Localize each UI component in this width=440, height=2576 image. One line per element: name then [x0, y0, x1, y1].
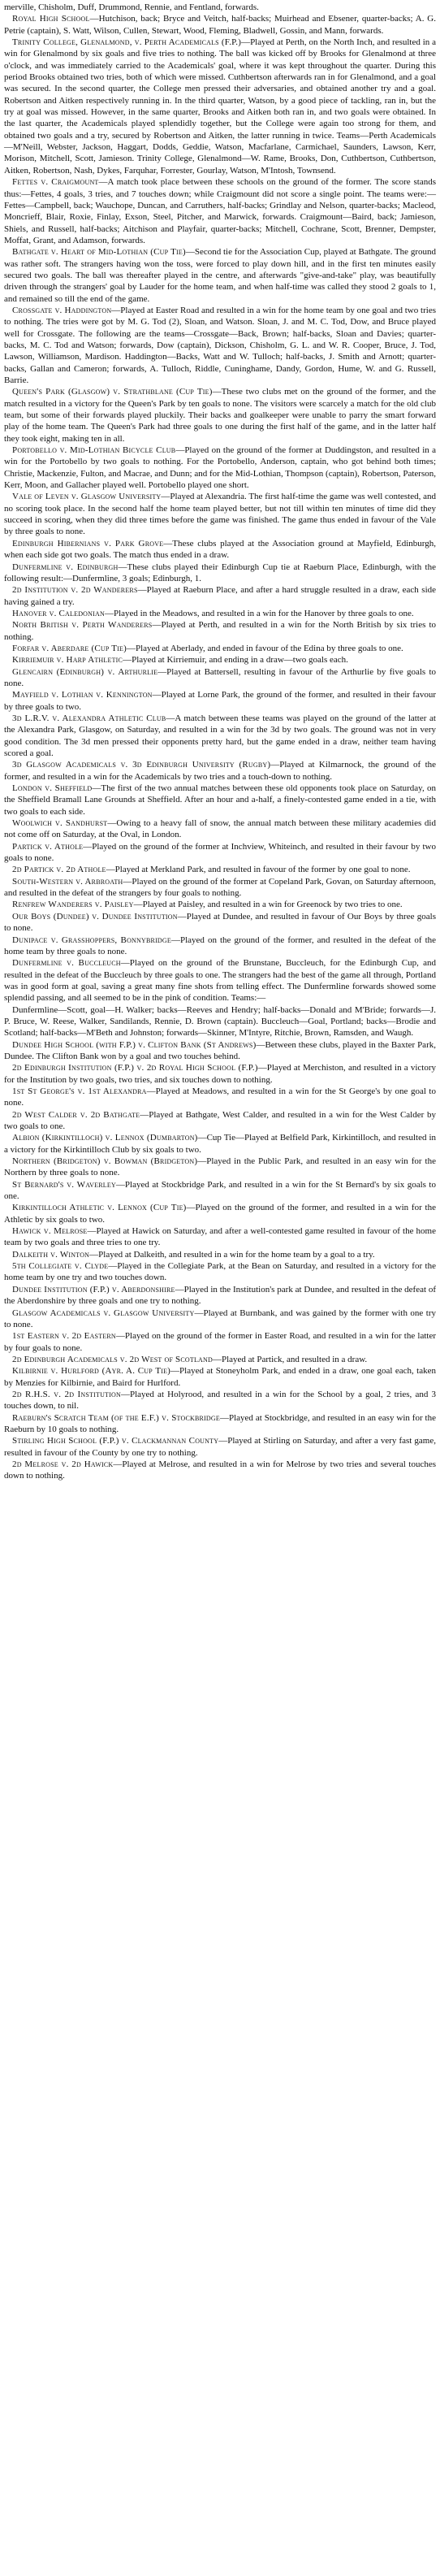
match-report — [4, 1039, 436, 1063]
match-report — [4, 911, 436, 935]
report-text: —Played at Lorne Park, the ground of the former, and resulted in their favour by three goals to two. — [4, 690, 436, 712]
report-text: —Played at Merchiston, and resulted in a victory for the Institution by two goals, two tries, and six touches down to nothing. — [4, 1063, 437, 1085]
report-text: —Played on the ground of the Brunstane, Buccleuch, for the Edinburgh Cup, and resulted in the defeat of the Buccleuch by three goals to one. The strangers had the best of the game all through, Portland was in good form at goal, saving a great many fine shots from telling effect. The Dunfermline forwards showed some splendid passing, and all seemed to be in the pink of condition. Teams:— — [4, 958, 437, 1004]
match-report — [4, 935, 436, 958]
report-heading: Crossgate v. Haddington — [12, 305, 112, 315]
report-text: —Played at Alexandria. The first half-time the game was well contested, and no scoring took place. In the second half the home team played better, but not till within ten minutes of time did they succeed in scoring, when they did three times before the game was finished. The game thus ended in favour of the Vale by three goals to none. — [4, 492, 436, 537]
report-heading: Dundee Institution (F.P.) v. Aberdonshire — [12, 1284, 175, 1295]
report-text: —Played on the ground of the former, and resulted in the defeat of the home team by three goals to none. — [4, 935, 437, 956]
report-text: —Played on the ground of the former at Copeland Park, Govan, on Saturday afternoon, and resulted in the defeat of the strangers by four goals to nothing. — [4, 876, 437, 899]
match-report — [4, 1225, 436, 1249]
report-heading: Bathgate v. Heart of Mid-Lothian (Cup Tie) — [12, 247, 186, 258]
match-report — [4, 1308, 436, 1331]
report-heading: Queen's Park (Glasgow) v. Strathblane (Cup Tie) — [12, 387, 213, 397]
match-report — [4, 666, 436, 690]
match-report — [4, 1086, 436, 1109]
match-report — [4, 654, 436, 666]
match-report-continued — [4, 2, 436, 13]
match-report — [4, 1156, 436, 1179]
report-heading: 2d Melrose v. 2d Hawick — [12, 1459, 114, 1469]
report-heading: Forfar v. Aberdare (Cup Tie) — [12, 643, 127, 653]
report-heading: Glasgow Academicals v. Glasgow University — [12, 1308, 195, 1318]
match-report — [4, 1412, 436, 1436]
report-heading: Dunfermline v. Edinburgh — [12, 562, 119, 572]
report-text: —Played at Bathgate, West Calder, and resulted in a win for the West Calder by two goals to one. — [4, 1109, 437, 1131]
report-heading: Renfrew Wanderers v. Paisley — [12, 900, 134, 910]
report-text: —Played at Perth, on the North Inch, and resulted in a win for Glenalmond by six goals and five tries to nothing. The ball was kicked off by Brooks for Glenalmond at three o'clock, and was immediately carried to the Academicals' goal, where it was kept throughout the quarter. During this period Brooks obtained two tries, both of which were missed. Cuthbertson afterwards ran in for Glenalmond, and a goal was secured. In the second quarter, the College men pressed their adversaries, and obtained another try and a goal. Robertson and Aitken respectively running in. In the third quarter, Watson, by a good piece of tackling, ran in, but the try at goal was missed. However, in the same quarter, Brooks and Aitken both ran in, and two goals were obtained. In the last quarter, the Academicals played splendidly together, but the College were again too strong for them, and obtained two goals and a try, secured by Robertson and Aitken, the latter running in twice. Teams—Perth Academicals—M'Neill, Webster, Jackson, Haggart, Dodds, Geddie, Watson, Macfarlane, Carmichael, Saunders, Lawson, Kerr, Morison, Mitchell, Scott, Jamieson. Trinity College, Glenalmond—W. Rame, Brooks, Don, Cuthbertson, Cuthbertson, Aitken, Robertson, Nash, Dykes, Farquhar, Forrester, Gourlay, Watson, M'Intosh, Townsend. — [4, 37, 437, 176]
match-report — [4, 538, 436, 562]
report-text: —A match between these teams was played on the ground of the latter at the Alexandra Park, Glasgow, on Saturday, and resulted in a win for the 3d by two goals. The ground was not in very good condition. The 3d men pressed their opponents pretty hard, but the game ended in a draw, neither team having scored a goal. — [4, 713, 436, 758]
match-report — [4, 1109, 436, 1133]
match-report — [4, 876, 436, 900]
report-text: —The first of the two annual matches between these old opponents took place on Saturday, on the Sheffield Bramall Lane Grounds at Sheffield. After an hour and a-half, a finely-contested game ended in a tie, with two goals to each side. — [4, 783, 436, 817]
report-heading: Glencairn (Edinburgh) v. Arthurlie — [12, 666, 158, 677]
match-report — [4, 386, 436, 445]
match-report — [4, 37, 436, 176]
report-heading: Mayfield v. Lothian v. Kennington — [12, 690, 153, 700]
report-heading: Vale of Leven v. Glasgow University — [12, 492, 162, 502]
report-text: —These two clubs met on the ground of the former, and the match resulted in a victory for the Queen's Park by ten goals to none. The visitors were scarcely a match for the old club team, but some of their forwards played pluckily. Their backs and goalkeeper were unable to parry the smart forward play of the home team. The Queen's Park had three goals to one during the first half of the game, and in the latter half they took eight, making ten in all. — [4, 387, 436, 444]
report-heading: Dunipace v. Grasshoppers, Bonnybridge — [12, 935, 171, 945]
report-heading: Raeburn's Scratch Team (of the E.F.) v. Stockbridge — [12, 1412, 220, 1423]
report-heading: Portobello v. Mid-Lothian Bicycle Club — [12, 445, 176, 456]
report-heading: Edinburgh Hibernians v. Park Grove — [12, 538, 164, 549]
report-heading: Royal High School — [12, 14, 90, 24]
report-text: —A match took place between these schools on the ground of the former. The score stands thus:—Fettes, 4 goals, 3 tries, and 7 touches down; while Craigmount did not score a single point. The teams were:—Fettes—Campbell, back; Wauchope, Duncan, and Carruthers, half-backs; Grindlay and Nelson, quarter-backs; Macleod, Moncrieff, Blair, Roxie, Finlay, Exson, Steel, Pitcher, and Marwick, forwards. Craigmount—Baird, back; Jamieson, Shiels, and Russell, half-backs; Aitchison and Playfair, quarter-backs; Mitchell, Cochrane, Scott, Brenner, Dempster, Moffat, Grant, and Adamson, forwards. — [4, 177, 436, 245]
report-text: —Played at Aberlady, and ended in favour of the Edina by three goals to one. — [126, 643, 403, 653]
report-heading: Fettes v. Craigmount — [12, 177, 99, 188]
match-report — [4, 1284, 436, 1308]
match-report — [4, 1435, 436, 1459]
report-heading: Hawick v. Melrose — [12, 1226, 88, 1237]
match-report — [4, 1132, 436, 1156]
report-text: —Played on the ground of the former at Inchview, Whiteinch, and resulted in their favour by two goals to none. — [4, 841, 436, 864]
report-heading: 1st Eastern v. 2d Eastern — [12, 1331, 116, 1342]
report-text: —Played at Stockbridge Park, and resulted in a win for the St Bernard's by six goals to one. — [4, 1179, 436, 1202]
match-report — [4, 1365, 436, 1389]
report-text: Dunfermline—Scott, goal—H. Walker; backs—Reeves and Hendry; half-backs—Donald and M'Bride; forwards—J. P. Bruce, W. Reese, Walker, Sandilands, Rennie, D. Brown (captain). Buccleuch—Goal, Portland; backs—Brodie and Scotland; half-backs—M'Beth and Johnston; forwards—Skinner, M'Intyre, Ritchie, Brown, Ramsden, and Waugh. — [4, 1004, 436, 1039]
report-heading: 3d Glasgow Academicals v. 3d Edinburgh University (Rugby) — [12, 760, 271, 770]
report-text: —Played on the ground of the former, and resulted in a win for the Athletic by six goals to two. — [4, 1203, 436, 1225]
match-report — [4, 689, 436, 713]
report-heading: 2d Edinburgh Institution (F.P.) v. 2d Royal High School (F.P.) — [12, 1063, 258, 1073]
report-text: —Played at Burnbank, and was gained by the former with one try to none. — [4, 1308, 436, 1329]
report-heading: 1st St George's v. 1st Alexandra — [12, 1086, 147, 1096]
match-report — [4, 817, 436, 841]
report-text: —Played at Dalkeith, and resulted in a win for the home team by a goal to a try. — [89, 1249, 375, 1260]
report-heading: 2d Institution v. 2d Wanderers — [12, 585, 138, 596]
report-text: —Owing to a heavy fall of snow, the annual match between these military academies did not come off on Saturday, at the Oval, in London. — [4, 818, 436, 840]
match-report — [4, 1260, 436, 1284]
report-text: —Hutchison, back; Bryce and Veitch, half-backs; Muirhead and Ebsener, quarter-backs; A. G. Petrie (captain), S. Watt, Wilson, Cullen, Stewart, Wood, Fleming, Bladwell, Gossin, and Mann, forwards. — [4, 14, 436, 36]
report-heading: 2d Partick v. 2d Athole — [12, 865, 106, 875]
match-report — [4, 619, 436, 643]
report-text: —Played on the ground of the former in Easter Road, and resulted in a win for the latter by four goals to none. — [4, 1331, 436, 1353]
report-text: —Played at Holyrood, and resulted in a win for the School by a goal, 2 tries, and 3 touches down, to nil. — [4, 1389, 436, 1412]
report-heading: 3d L.R.V. v. Alexandra Athletic Club — [12, 713, 166, 723]
report-text: —Played at Merkland Park, and resulted in favour of the former by one goal to none. — [106, 865, 411, 875]
match-report — [4, 584, 436, 608]
report-heading: Albion (Kirkintilloch) v. Lennox (Dumbarton) — [12, 1133, 198, 1143]
report-text: —Played on the ground of the former at Duddingston, and resulted in a win for the Portobello by two goals to nothing. For the Portobello, Anderson, captain, who got behind both times; Christie, Mackenzie, Fulton, and Macrae, and Dunn; and for the Mid-Lothian, Thompson (captain), Robertson, Paterson, Kerr, Moon, and Gallacher played well. Portobello played one short. — [4, 445, 436, 491]
report-heading: London v. Sheffield — [12, 783, 93, 794]
report-heading: 2d West Calder v. 2d Bathgate — [12, 1109, 140, 1120]
report-heading: 2d R.H.S. v. 2d Institution — [12, 1389, 121, 1399]
report-heading: Kilbirnie v. Hurlford (Ayr. A. Cup Tie) — [12, 1366, 171, 1377]
match-report — [4, 1354, 436, 1365]
match-report — [4, 1004, 436, 1039]
match-report — [4, 783, 436, 817]
match-report — [4, 1389, 436, 1412]
report-heading: Our Boys (Dundee) v. Dundee Institution — [12, 911, 178, 922]
report-text: —Played at Battersell, resulting in favour of the Arthurlie by five goals to none. — [4, 666, 437, 688]
report-text: —Played at Kirriemuir, and ending in a draw—two goals each. — [123, 655, 348, 666]
report-text: merville, Chisholm, Duff, Drummond, Rennie, and Fentland, forwards. — [4, 2, 259, 12]
match-report — [4, 246, 436, 305]
report-text: —Played at Perth, and resulted in a win for the North British by six tries to nothing. — [4, 620, 437, 642]
report-text: —Played at Meadows, and resulted in a win for the St George's by one goal to none. — [4, 1086, 436, 1108]
match-report — [4, 562, 436, 585]
report-heading: South-Western v. Arbroath — [12, 876, 123, 887]
report-heading: Dunfermline v. Buccleuch — [12, 958, 121, 969]
match-report — [4, 899, 436, 910]
report-text: —Played at Hawick on Saturday, and after a well-contested game resulted in favour of the home team by two goals and three tries to one try. — [4, 1226, 436, 1248]
match-report — [4, 759, 436, 783]
match-report — [4, 864, 436, 875]
match-report — [4, 1330, 436, 1354]
report-heading: Trinity College, Glenalmond, v. Perth Academicals (F.P.) — [12, 37, 242, 48]
match-report — [4, 643, 436, 654]
match-report — [4, 841, 436, 865]
match-report — [4, 1459, 436, 1482]
report-text: —Played in the Public Park, and resulted in an easy win for the Northern by three goals to none. — [4, 1156, 436, 1178]
report-text: —Played at Melrose, and resulted in a win for Melrose by two tries and several touches down to nothing. — [4, 1459, 436, 1481]
report-heading: St Bernard's v. Waverley — [12, 1179, 116, 1190]
report-heading: Northern (Bridgeton) v. Bowman (Bridgeton) — [12, 1156, 198, 1167]
match-report — [4, 1249, 436, 1260]
report-heading: Kirkintilloch Athletic v. Lennox (Cup Tie) — [12, 1203, 187, 1213]
report-text: —Played at Partick, and resulted in a draw. — [212, 1354, 368, 1364]
match-report — [4, 13, 436, 37]
match-report — [4, 445, 436, 491]
match-report — [4, 1179, 436, 1203]
report-heading: 2d Edinburgh Academicals v. 2d West of Scotland — [12, 1354, 213, 1364]
report-text: —Played at Dundee, and resulted in favour of Our Boys by three goals to none. — [4, 911, 436, 934]
report-text: —These clubs played at the Association ground at Mayfield, Edinburgh, when each side got two goals. The match thus ended in a draw. — [4, 538, 436, 561]
report-text: —Played in the Meadows, and resulted in a win for the Hanover by three goals to one. — [104, 608, 414, 618]
report-text: —Played at Raeburn Place, and after a hard struggle resulted in a draw, each side having gained a try. — [4, 585, 437, 607]
report-heading: Woolwich v. Sandhurst — [12, 818, 108, 829]
match-report — [4, 176, 436, 246]
report-text: —Cup Tie—Played at Belfield Park, Kirkintilloch, and resulted in a victory for the Kirkintilloch Club by six goals to two. — [4, 1133, 437, 1155]
match-report — [4, 491, 436, 537]
match-report — [4, 957, 436, 1004]
report-text: —Played at Stockbridge, and resulted in an easy win for the Raeburn by 10 goals to nothing. — [4, 1412, 436, 1434]
match-report — [4, 1202, 436, 1225]
report-text: —Played at Stirling on Saturday, and after a very fast game, resulted in favour of the County by one try to nothing. — [4, 1436, 436, 1458]
report-text: —These clubs played their Edinburgh Cup tie at Raeburn Place, Edinburgh, with the following result:—Dunfermline, 3 goals; Edinburgh, 1. — [4, 562, 436, 583]
report-heading: 5th Collegiate v. Clyde — [12, 1261, 109, 1272]
report-text: —Between these clubs, played in the Baxter Park, Dundee. The Clifton Bank won by a goal and two touches behind. — [4, 1039, 436, 1061]
match-report — [4, 1062, 436, 1086]
report-text: —Played at Kilmarnock, the ground of the former, and resulted in a win for the Academicals by two tries and a touch-down to nothing. — [4, 760, 437, 782]
match-report — [4, 608, 436, 619]
report-text: —Played in the Collegiate Park, at the Bean on Saturday, and resulted in a victory for the home team by one try and two touches down. — [4, 1261, 436, 1283]
report-heading: Dundee High School (with F.P.) v. Clifton Bank (St Andrews) — [12, 1039, 257, 1050]
report-text: —Played in the Institution's park at Dundee, and resulted in the defeat of the Aberdonshire by three goals and one try to nothing. — [4, 1284, 436, 1307]
report-text: —Played at Stoneyholm Park, and ended in a draw, one goal each, taken by Menzies for Kilbirnie, and Baird for Hurlford. — [4, 1366, 436, 1388]
match-report — [4, 305, 436, 386]
report-text: —Played at Paisley, and resulted in a win for Greenock by two tries to one. — [133, 900, 403, 910]
report-heading: Stirling High School (F.P.) v. Clackmannan County — [12, 1436, 219, 1446]
report-heading: Hanover v. Caledonian — [12, 608, 105, 618]
report-heading: North British v. Perth Wanderers — [12, 620, 153, 631]
report-heading: Kirriemuir v. Harp Athletic — [12, 655, 123, 666]
match-report — [4, 713, 436, 759]
report-text: —Played at Easter Road and resulted in a win for the home team by one goal and two tries to nothing. The tries were got by M. G. Tod (2), Sloan, and Watson. Sloan, J. and M. C. Tod, Dow, and Bruce played well for Crossgate. The following are the teams—Crossgate—Back, Brown; half-backs, Sloan and Davies; quarter-backs, M. C. Tod and Watson; forwards, Dow (captain), Dickson, Chisholm, G. L. and W. R. Cooper, Bruce, J. Tod, Lawson, Williamson, Mardison. Haddington—Backs, Watt and W. Tulloch; half-backs, J. Smith and Arnott; quarter-backs, Gallan and Cameron; forwards, A. Tulloch, Riddle, Cuninghame, Dandy, Gordon, Hume, W. and G. Russell, Barrie. — [4, 305, 436, 385]
report-heading: Dalkeith v. Winton — [12, 1249, 90, 1260]
report-heading: Partick v. Athole — [12, 841, 84, 852]
report-text: —Second tie for the Association Cup, played at Bathgate. The ground was rather soft. The strangers having won the toss, were forced to play down hill, and in the first ten minutes easily secured two goals. The ball was thereafter played in the centre, and afterwards "give-and-take" play, was beautifully driven through the strangers' goal by Lauder for the home team, and when half-time was called they stood 2 goals to 1, and remained so till the end of the game. — [4, 247, 436, 304]
